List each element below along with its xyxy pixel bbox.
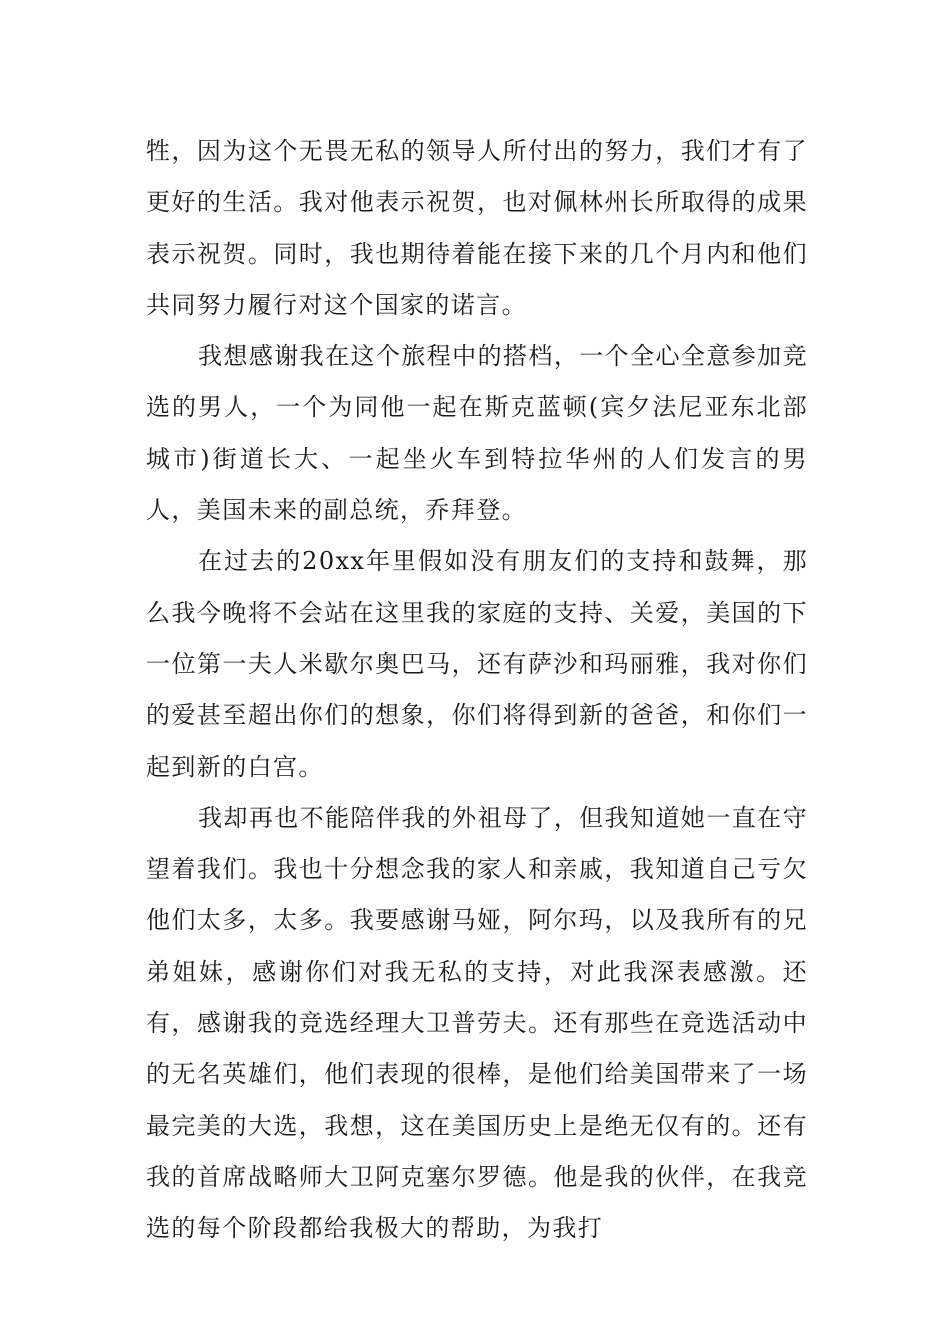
paragraph-1: 牲，因为这个无畏无私的领导人所付出的努力，我们才有了更好的生活。我对他表示祝贺，也对佩林州长所取得的成果表示祝贺。同时，我也期待着能在接下来的几个月内和他们共同努力履行对这个国家的诺言。: [146, 137, 808, 319]
paragraph-2: 我想感谢我在这个旅程中的搭档，一个全心全意参加竞选的男人，一个为同他一起在斯克蓝顿(宾夕法尼亚东北部城市)街道长大、一起坐火车到特拉华州的人们发言的男人，美国未来的副总统，乔拜登。: [146, 342, 808, 525]
paragraph-3: 在过去的20xx年里假如没有朋友们的支持和鼓舞，那么我今晚将不会站在这里我的家庭的支持、关爱，美国的下一位第一夫人米歇尔奥巴马，还有萨沙和玛丽雅，我对你们的爱甚至超出你们的想象，你们将得到新的爸爸，和你们一起到新的白宫。: [146, 547, 808, 781]
paragraph-4: 我却再也不能陪伴我的外祖母了，但我知道她一直在守望着我们。我也十分想念我的家人和亲戚，我知道自己亏欠他们太多，太多。我要感谢马娅，阿尔玛，以及我所有的兄弟姐妹，感谢你们对我无私的支持，对此我深表感激。还有，感谢我的竞选经理大卫普劳夫。还有那些在竞选活动中的无名英雄们，他们表现的很棒，是他们给美国带来了一场最完美的大选，我想，这在美国历史上是绝无仅有的。还有我的首席战略师大卫阿克塞尔罗德。他是我的伙伴，在我竞选的每个阶段都给我极大的帮助，为我打: [146, 803, 808, 1243]
document-body: [146, 126, 808, 1255]
